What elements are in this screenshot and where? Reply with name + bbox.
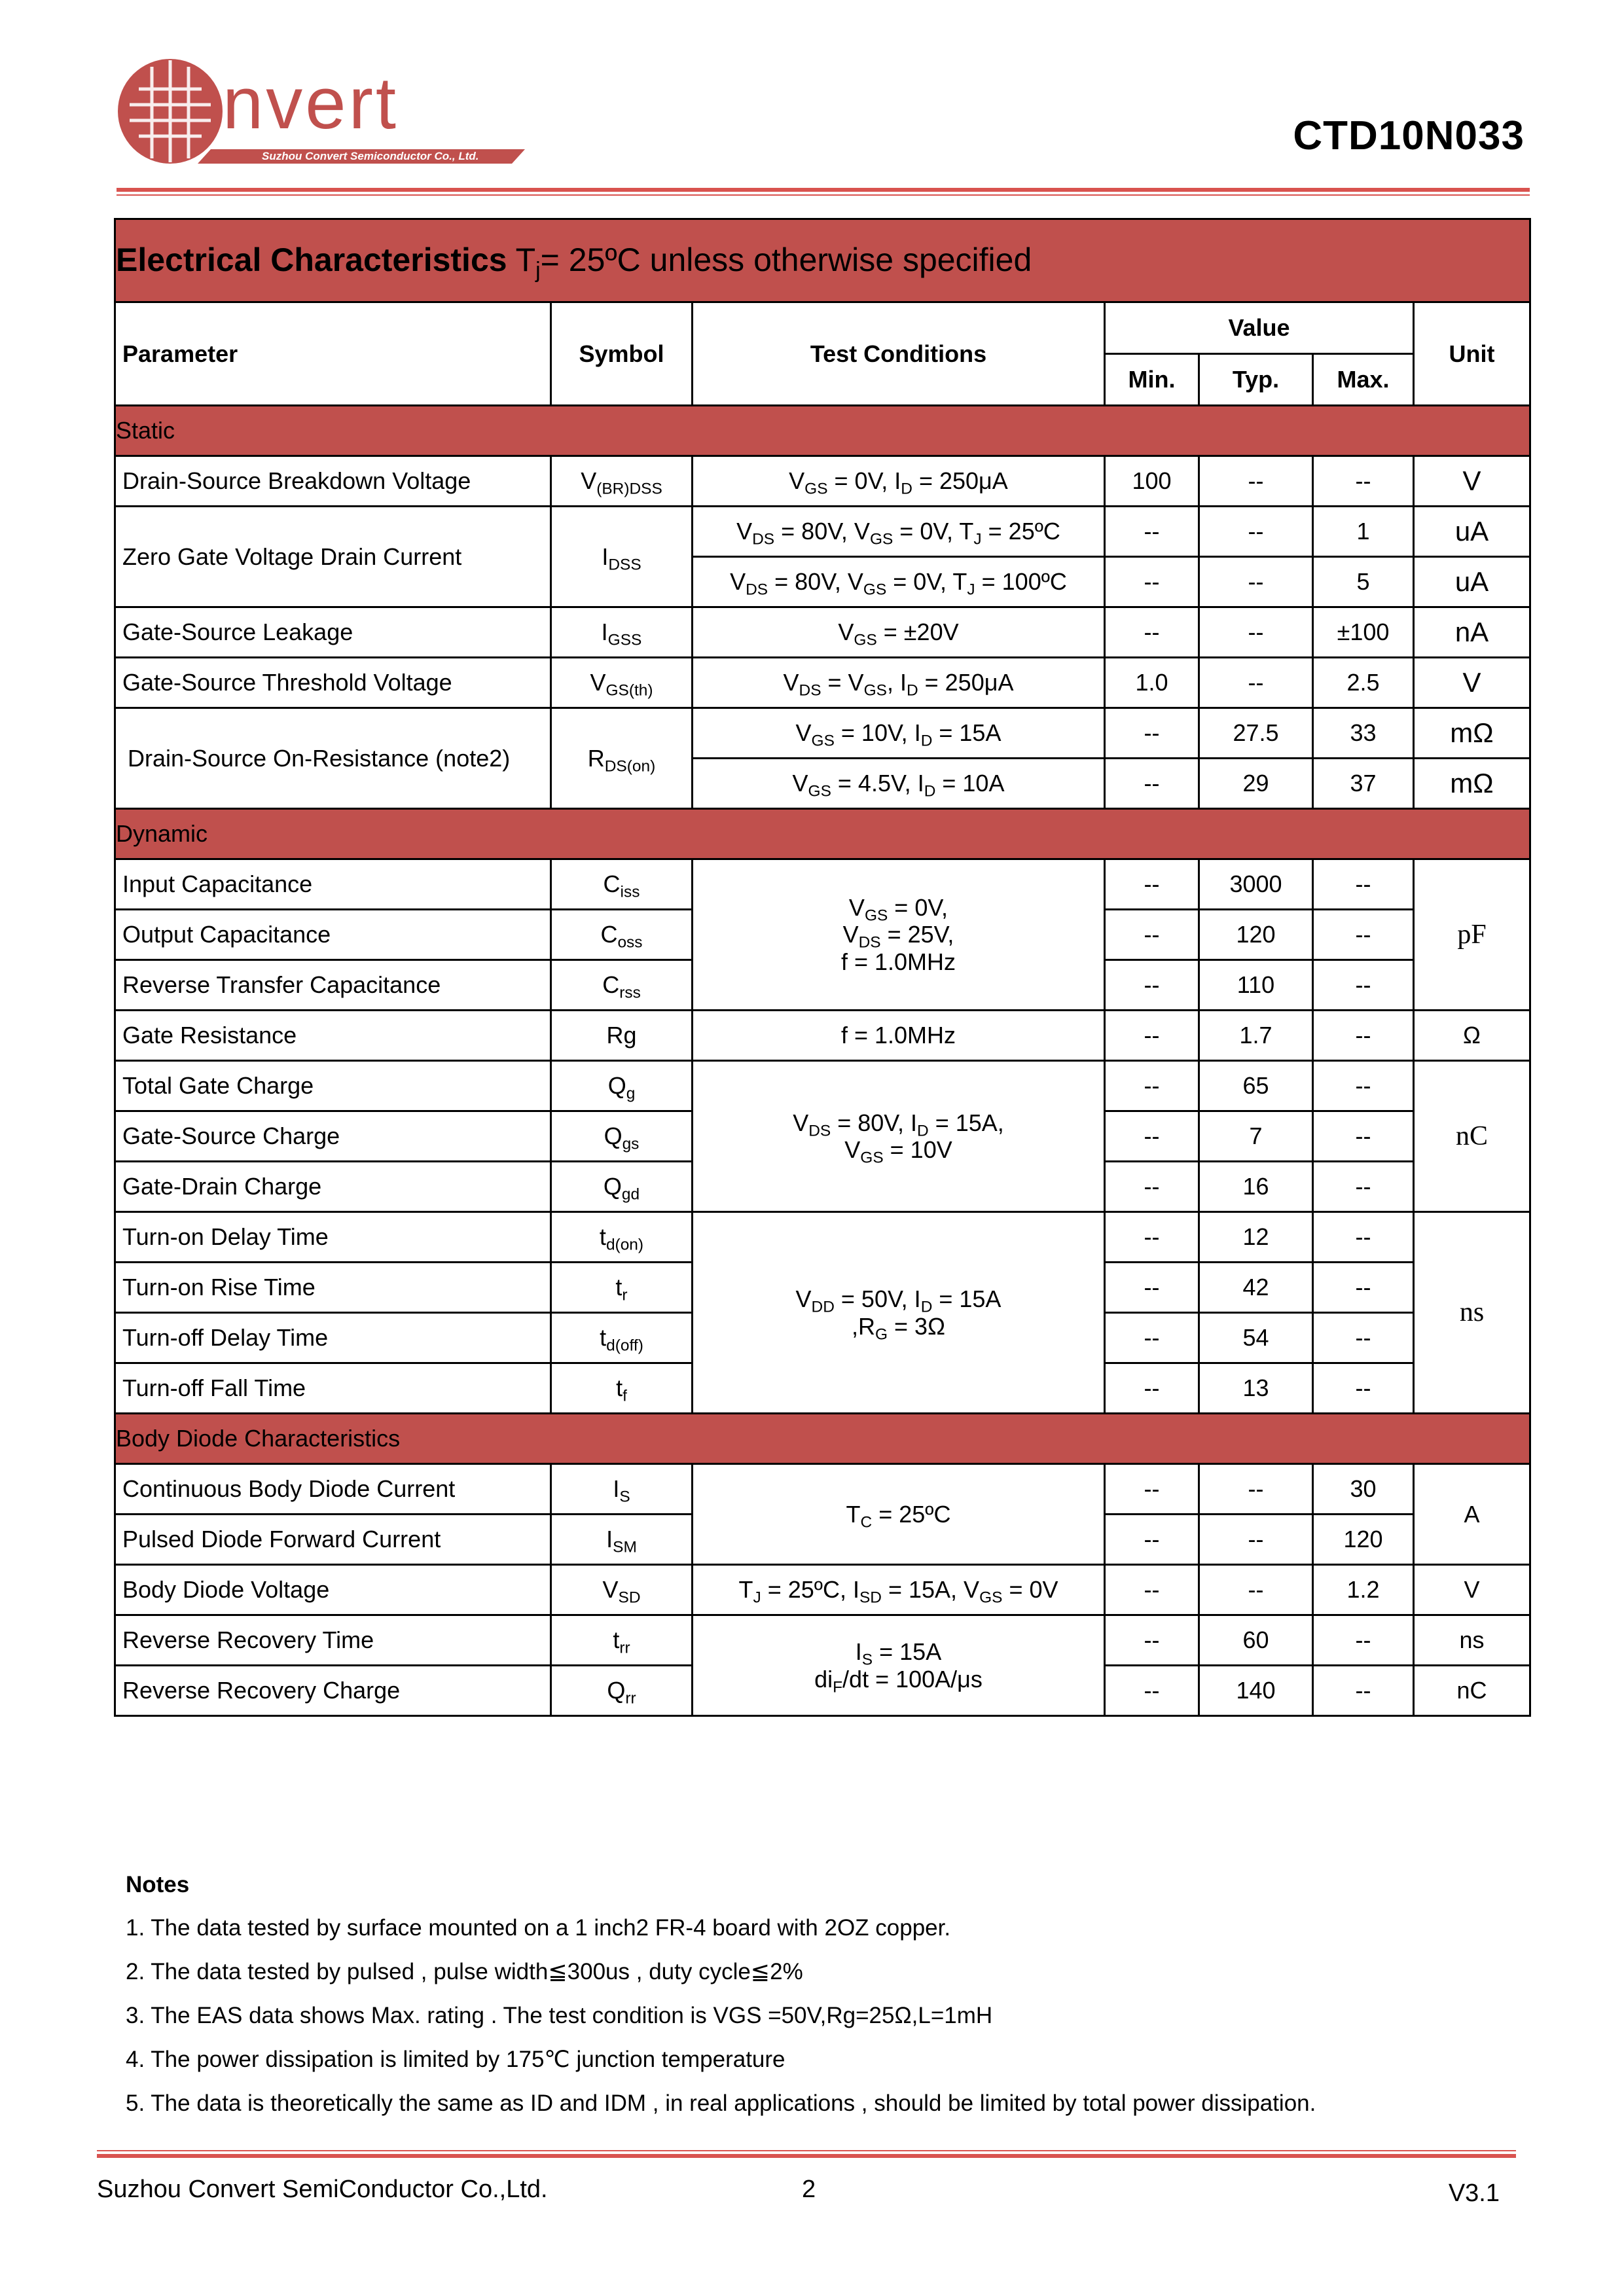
col-min: Min. [1105,354,1199,406]
header-divider [117,188,1530,192]
note-item: 5. The data is theoretically the same as ID and IDM , in real applications , should be limited by total power dissipation. [126,2090,1316,2116]
footer-divider [97,2154,1516,2158]
table-row: Turn-off Delay Time $t_{d(off)}$ -- 54 -- [115,1313,1530,1363]
page-number: 2 [802,2176,816,2203]
company-logo [113,51,532,175]
table-row: Output Capacitance $C_{oss}$ -- 120 -- [115,910,1530,960]
table-row: Body Diode Voltage $V_{SD}$ $T_J$ = 25ºC, $I_{SD} = 15A$, $V_{GS} = 0V$ -- -- 1.2 V [115,1565,1530,1615]
section-header-body-diode: Body Diode Characteristics [115,1414,1530,1464]
table-row: Drain-Source Breakdown Voltage $V_{(BR)DSS}$ $V_{GS} = 0V$, $I_D = 250\mu A$ 100 -- -- V [115,456,1530,507]
table-row: Turn-on Delay Time $t_{d(on)}$ $V_{DD} = 50V$, $I_D = 15A$ $,R_G = 3\Omega$ -- 12 -- ns [115,1212,1530,1263]
col-typ: Typ. [1199,354,1313,406]
part-number-title: CTD10N033 [1293,113,1525,158]
table-row: Reverse Recovery Charge $Q_{rr}$ -- 140 -- nC [115,1666,1530,1716]
note-item: 1. The data tested by surface mounted on a 1 inch2 FR-4 board with 2OZ copper. [126,1915,951,1941]
table-row: Reverse Recovery Time $t_{rr}$ $I_S = 15A$ $di_F/dt = 100A/\mu s$ -- 60 -- ns [115,1615,1530,1666]
table-row: Reverse Transfer Capacitance $C_{rss}$ -- 110 -- [115,960,1530,1011]
col-parameter: Parameter [115,302,551,406]
table-row: $V_{DS} = 80V$, $V_{GS} = 0V$, $T_J$ = 100ºC -- -- 5 uA [115,557,1530,607]
logo-wordmark: nvert [223,62,399,144]
table-row: Zero Gate Voltage Drain Current $I_{DSS}$ $V_{DS} = 80V$, $V_{GS} = 0V$, $T_J$ = 25ºC -- -- 1 uA [115,507,1530,557]
table-row: Gate Resistance Rg f = 1.0MHz -- 1.7 -- Ω [115,1011,1530,1061]
notes-section [126,1872,1316,2134]
document-version: V3.1 [1448,2179,1500,2207]
table-row: Input Capacitance $C_{iss}$ $V_{GS} = 0V$, $V_{DS} = 25V$, f = 1.0MHz -- 3000 -- pF [115,859,1530,910]
note-item: 4. The power dissipation is limited by 175℃ junction temperature [126,2047,785,2072]
footer-divider-thin [97,2150,1516,2151]
note-item: 2. The data tested by pulsed , pulse width≦300us , duty cycle≦2% [126,1959,803,1984]
table-title-row [115,219,1530,302]
table-row: Turn-on Rise Time $t_r$ -- 42 -- [115,1263,1530,1313]
table-row: Pulsed Diode Forward Current $I_{SM}$ -- -- 120 [115,1515,1530,1565]
table-row: Continuous Body Diode Current $I_S$ $T_C$ = 25ºC -- -- 30 A [115,1464,1530,1515]
col-value: Value [1105,302,1414,354]
table-row: Turn-off Fall Time $t_f$ -- 13 -- [115,1363,1530,1414]
table-row: Gate-Drain Charge $Q_{gd}$ -- 16 -- [115,1162,1530,1212]
table-row: Total Gate Charge $Q_g$ $V_{DS} = 80V$, $I_D = 15A$, $V_{GS} = 10V$ -- 65 -- nC [115,1061,1530,1111]
table-title: Electrical Characteristics $T_j=$ 25ºC unless otherwise specified [115,219,1530,302]
table-header-row [115,302,1530,354]
section-header-static: Static [115,406,1530,456]
table-row: $V_{GS} = 4.5V$, $I_D = 10A$ -- 29 37 mΩ [115,759,1530,809]
footer-company: Suzhou Convert SemiConductor Co.,Ltd. [97,2176,548,2203]
header-divider-thin [117,194,1530,196]
table-row: Gate-Source Threshold Voltage $V_{GS(th)}$ $V_{DS} = V_{GS}$, $I_D = 250\mu A$ 1.0 -- 2.5 V [115,658,1530,708]
col-unit: Unit [1414,302,1530,406]
electrical-characteristics-table [114,218,1531,1717]
col-max: Max. [1313,354,1414,406]
note-item: 3. The EAS data shows Max. rating . The test condition is VGS =50V,Rg=25Ω,L=1mH [126,2003,993,2028]
logo-tagline: Suzhou Convert Semiconductor Co., Ltd. [262,150,479,162]
col-test-conditions: Test Conditions [693,302,1105,406]
section-header-dynamic: Dynamic [115,809,1530,859]
col-symbol: Symbol [551,302,693,406]
table-row: Gate-Source Leakage $I_{GSS}$ $V_{GS} = \pm 20V$ -- -- ±100 nA [115,607,1530,658]
table-row: Gate-Source Charge $Q_{gs}$ -- 7 -- [115,1111,1530,1162]
table-row: Drain-Source On-Resistance (note2) $R_{DS(on)}$ $V_{GS} = 10V$, $I_D = 15A$ -- 27.5 33 mΩ [115,708,1530,759]
notes-title: Notes [126,1872,190,1897]
